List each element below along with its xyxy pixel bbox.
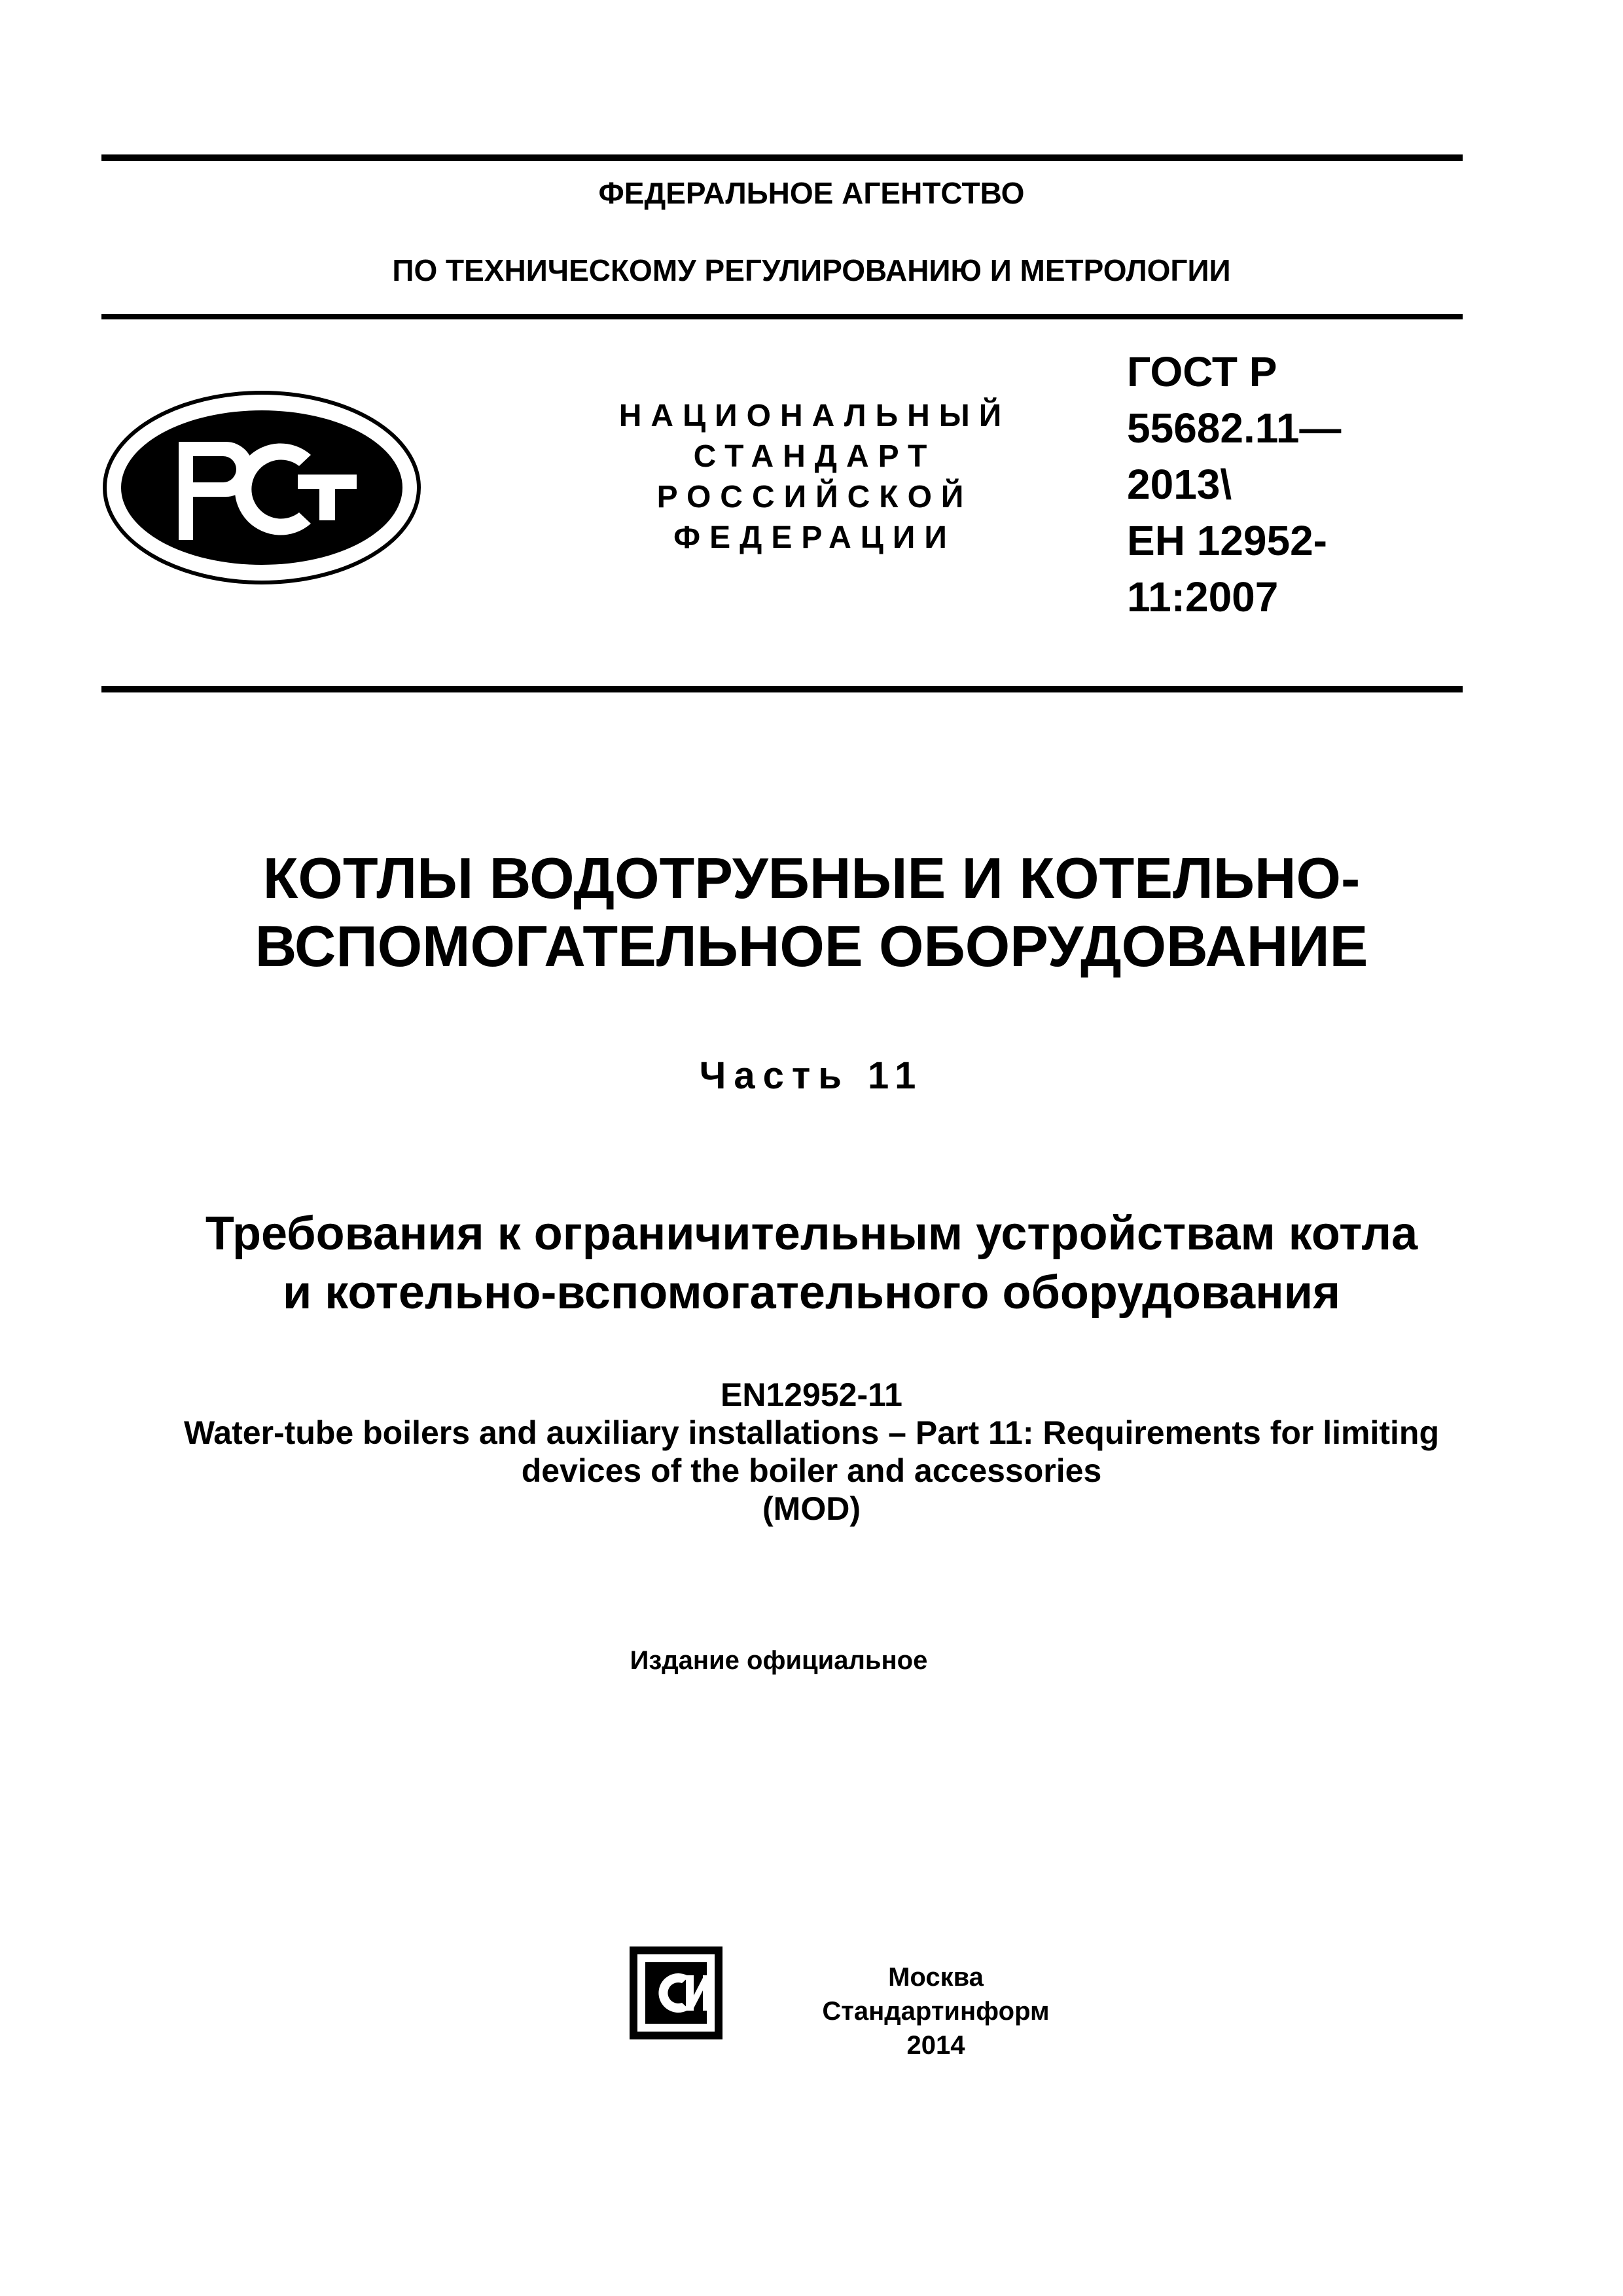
designation-line-4: ЕН 12952- bbox=[1127, 517, 1327, 564]
standard-designation bbox=[1127, 344, 1467, 625]
designation-line-2: 55682.11— bbox=[1127, 404, 1342, 452]
document-title bbox=[0, 844, 1623, 980]
national-line-3: РОССИЙСКОЙ bbox=[656, 480, 973, 514]
national-line-4: ФЕДЕРАЦИИ bbox=[673, 520, 956, 555]
subtitle-line-2: и котельно-вспомогательного оборудования bbox=[283, 1266, 1340, 1319]
designation-line-5: 11:2007 bbox=[1127, 573, 1279, 620]
standartinform-logo-icon bbox=[627, 1944, 725, 2042]
edition-label: Издание официальное bbox=[630, 1646, 928, 1675]
publisher-name: Стандартинформ bbox=[822, 1997, 1050, 2026]
en-mod: (MOD) bbox=[762, 1490, 861, 1527]
title-line-2: ВСПОМОГАТЕЛЬНОЕ ОБОРУДОВАНИЕ bbox=[255, 914, 1368, 978]
designation-line-1: ГОСТ Р bbox=[1127, 348, 1277, 395]
gost-r-logo-icon bbox=[101, 389, 422, 586]
national-standard-label bbox=[543, 396, 1086, 558]
agency-line-2: ПО ТЕХНИЧЕСКОМУ РЕГУЛИРОВАНИЮ И МЕТРОЛОГИИ bbox=[392, 253, 1231, 287]
header-rule bbox=[101, 314, 1463, 319]
en-code: EN12952-11 bbox=[720, 1376, 902, 1413]
publisher-block bbox=[805, 1960, 1067, 2062]
document-subtitle bbox=[0, 1204, 1623, 1322]
national-line-1: НАЦИОНАЛЬНЫЙ bbox=[618, 399, 1011, 433]
publisher-city: Москва bbox=[888, 1963, 984, 1992]
national-line-2: СТАНДАРТ bbox=[693, 439, 936, 474]
publisher-year: 2014 bbox=[906, 2031, 965, 2060]
part-number: Часть 11 bbox=[699, 1054, 924, 1097]
title-line-1: КОТЛЫ ВОДОТРУБНЫЕ И КОТЕЛЬНО- bbox=[262, 846, 1361, 910]
top-rule bbox=[101, 154, 1463, 161]
designation-line-3: 2013\ bbox=[1127, 461, 1232, 508]
block-rule bbox=[101, 686, 1463, 692]
en-title-line-2: devices of the boiler and accessories bbox=[521, 1452, 1102, 1489]
en-reference bbox=[0, 1376, 1623, 1528]
en-title-line-1: Water-tube boilers and auxiliary installations – Part 11: Requirements for limiting bbox=[183, 1414, 1440, 1451]
agency-line-1: ФЕДЕРАЛЬНОЕ АГЕНТСТВО bbox=[598, 176, 1025, 210]
subtitle-line-1: Требования к ограничительным устройствам котла bbox=[205, 1208, 1418, 1260]
